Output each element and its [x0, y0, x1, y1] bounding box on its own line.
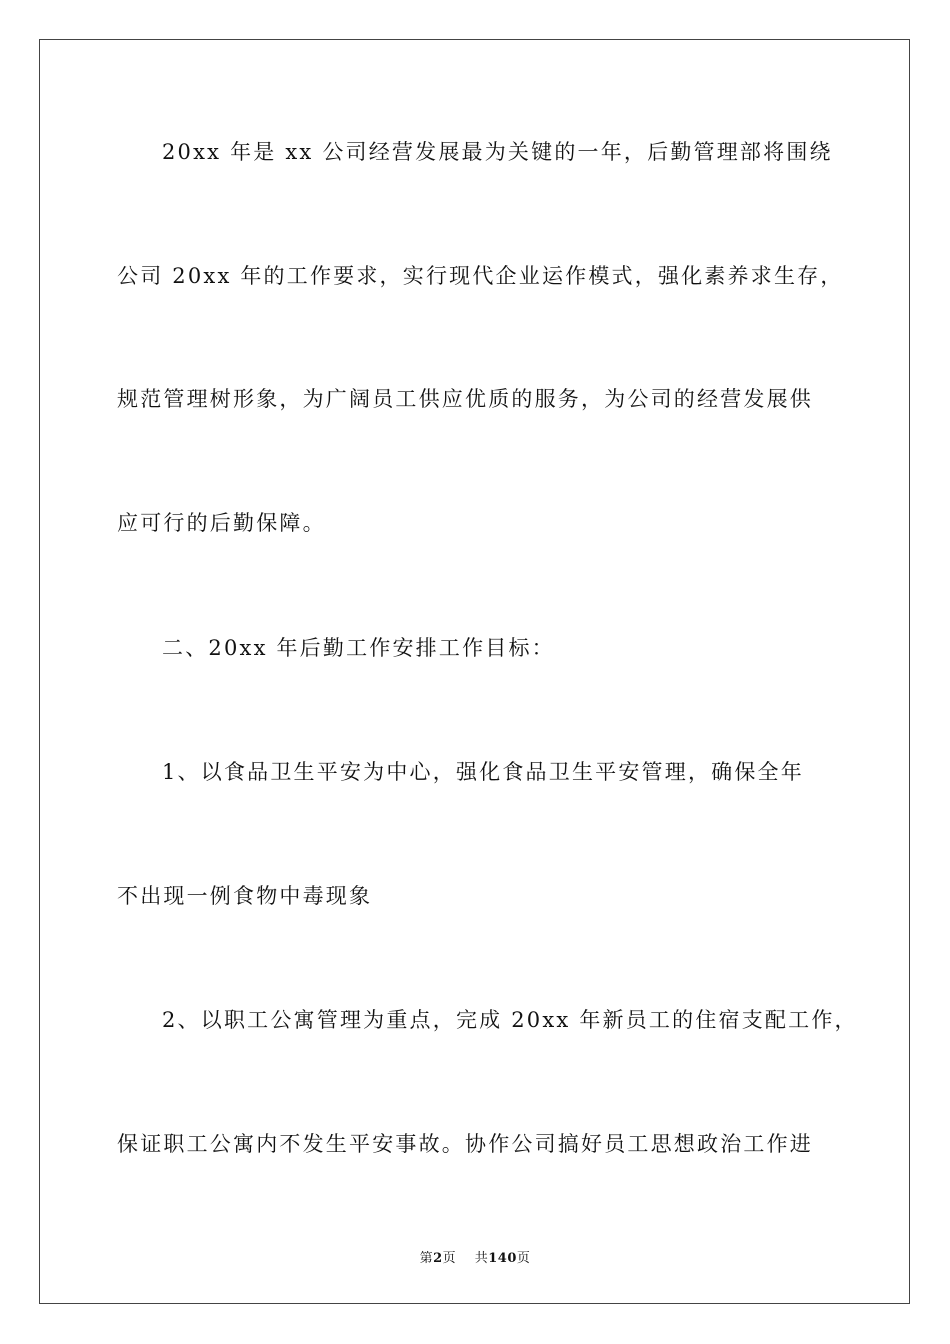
paragraph-line-3: 规范管理树形象，为广阔员工供应优质的服务，为公司的经营发展供 [117, 387, 813, 411]
total-pages: 140 [488, 1251, 517, 1266]
page-suffix: 页 [442, 1251, 457, 1266]
list-item-2-line-1: 2、以职工公寓管理为重点，完成 20xx 年新员工的住宿支配工作， [162, 1008, 858, 1032]
list-item-2-line-2: 保证职工公寓内不发生平安事故。协作公司搞好员工思想政治工作进 [117, 1132, 813, 1156]
paragraph-line-4: 应可行的后勤保障。 [117, 511, 326, 535]
page-number: 2 [433, 1251, 443, 1266]
page-border [39, 39, 910, 1304]
total-prefix: 共 [474, 1251, 489, 1266]
section-heading: 二、20xx 年后勤工作安排工作目标： [162, 636, 555, 660]
paragraph-line-1: 20xx 年是 xx 公司经营发展最为关键的一年，后勤管理部将围绕 [162, 140, 833, 164]
list-item-1-line-1: 1、以食品卫生平安为中心，强化食品卫生平安管理，确保全年 [162, 760, 804, 784]
page-prefix: 第 [419, 1251, 434, 1266]
list-item-1-line-2: 不出现一例食物中毒现象 [117, 884, 373, 908]
total-suffix: 页 [516, 1251, 531, 1266]
paragraph-line-2: 公司 20xx 年的工作要求，实行现代企业运作模式，强化素养求生存， [117, 264, 844, 288]
page-footer [0, 1247, 950, 1266]
